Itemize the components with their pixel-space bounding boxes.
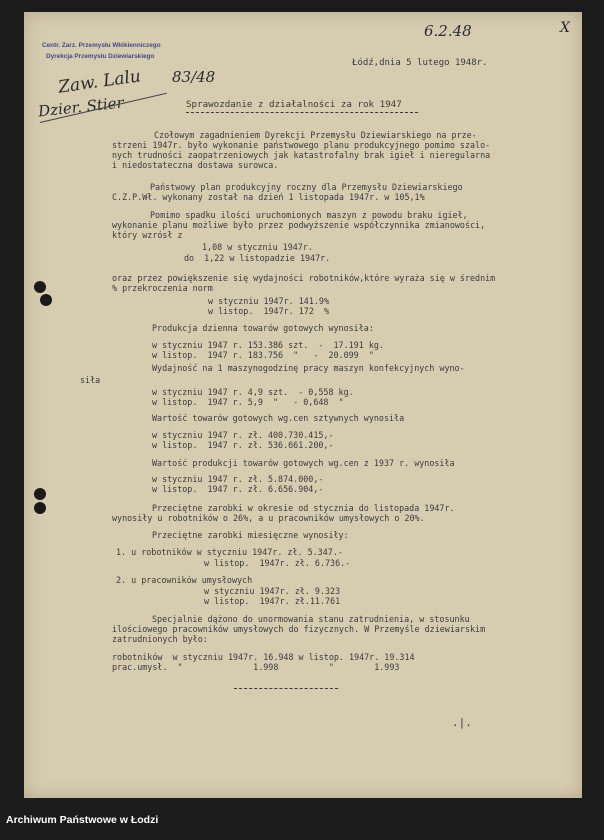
handwritten-initials-2: Dzier. Stier <box>37 93 125 121</box>
text-line: Produkcja dzienna towarów gotowych wynosiła: <box>152 323 374 333</box>
archive-name: Archiwum Państwowe w Łodzi <box>6 814 159 826</box>
text-line: wynosiły u robotników o 26%, a u pracowników umysłowych o 20%. <box>112 513 425 523</box>
register-number: 83/48 <box>172 68 216 86</box>
title-underline <box>186 112 418 113</box>
text-line: nych trudności zaopatrzeniowych jak katastrofalny brak igieł i nieregularna <box>112 150 491 160</box>
text-line: Specjalnie dążono do unormowania stanu zatrudnienia, w stosunku <box>152 614 470 624</box>
document-title: Sprawozdanie z działalności za rok 1947 <box>186 99 402 110</box>
end-mark: .|. <box>452 716 472 729</box>
handwritten-initials-1: Zaw. Lalu <box>57 66 143 98</box>
punch-hole <box>34 281 46 293</box>
text-line: w styczniu 1947r. zł. 9.323 <box>204 586 341 596</box>
text-line: Państwowy plan produkcyjny roczny dla Przemysłu Dziewiarskiego <box>150 182 463 192</box>
text-line: w styczniu 1947r. 141.9% <box>208 296 330 306</box>
text-line: % przekroczenia norm <box>112 283 213 293</box>
text-line: Wartość towarów gotowych wg.cen sztywnych wynosiła <box>152 413 405 423</box>
text-line: w styczniu 1947 r. 153.386 szt. - 17.191 kg. <box>152 340 384 350</box>
text-line: w styczniu 1947 r. zł. 5.874.000,- <box>152 474 324 484</box>
text-line: Przeciętne zarobki w okresie od stycznia do listopada 1947r. <box>152 503 455 513</box>
text-line: strzeni 1947r. było wykonanie państwowego planu produkcyjnego pomimo szalo- <box>112 140 491 150</box>
text-line: w listop. 1947r. zł. 6.736.- <box>204 558 351 568</box>
punch-hole <box>34 488 46 500</box>
text-line: Pomimo spadku ilości uruchomionych maszyn z powodu braku igieł, <box>150 210 468 220</box>
text-line: ilościowego pracowników umysłowych do fizycznych. W Przemyśle dziewiarskim <box>112 624 486 634</box>
text-line: Wartość produkcji towarów gotowych wg.cen z 1937 r. wynosiła <box>152 458 455 468</box>
closing-dashed-rule <box>234 688 338 689</box>
office-stamp-line2: Dyrekcja Przemysłu Dziewiarskiego <box>46 53 155 60</box>
text-line: i niedostateczna dostawa surowca. <box>112 160 279 170</box>
punch-hole <box>34 502 46 514</box>
text-line: który wzrósł z <box>112 230 183 240</box>
text-line: siła <box>80 375 101 385</box>
text-line: prac.umysł. " 1.998 " 1.993 <box>112 662 400 672</box>
text-line: zatrudnionych było: <box>112 634 208 644</box>
text-line: 2. u pracowników umysłowych <box>116 575 253 585</box>
archive-footer <box>0 806 604 840</box>
text-line: C.Z.P.Wł. wykonany został na dzień 1 listopada 1947r. w 105,1% <box>112 192 425 202</box>
punch-hole <box>40 294 52 306</box>
text-line: w styczniu 1947 r. 4,9 szt. - 0,558 kg. <box>152 387 354 397</box>
text-line: robotników w styczniu 1947r. 16.948 w listop. 1947r. 19.314 <box>112 652 415 662</box>
text-line: 1. u robotników w styczniu 1947r. zł. 5.347.- <box>116 547 343 557</box>
text-line: w listop. 1947r. 172 % <box>208 306 330 316</box>
text-line: 1,08 w styczniu 1947r. <box>202 242 313 252</box>
text-line: w listop. 1947r. zł.11.761 <box>204 596 341 606</box>
text-line: w listop. 1947 r. zł. 536.661.200,- <box>152 440 334 450</box>
text-line: Przeciętne zarobki miesięczne wynosiły: <box>152 530 349 540</box>
document-page <box>24 12 582 798</box>
text-line: wykonanie planu możliwe było przez podwyższenie współczynnika zmianowości, <box>112 220 486 230</box>
text-line: w listop. 1947 r. zł. 6.656.904,- <box>152 484 324 494</box>
corner-mark: X <box>560 20 570 36</box>
text-line: Czołowym zagadnieniem Dyrekcji Przemysłu Dziewiarskiego na prze- <box>154 130 477 140</box>
text-line: do 1,22 w listopadzie 1947r. <box>184 253 331 263</box>
text-line: w listop. 1947 r. 5,9 " - 0,648 " <box>152 397 344 407</box>
text-line: w styczniu 1947 r. zł. 400.730.415,- <box>152 430 334 440</box>
text-line: w listop. 1947 r. 183.756 " - 20.099 " <box>152 350 374 360</box>
text-line: Wydajność na 1 maszynogodzinę pracy maszyn konfekcyjnych wyno- <box>152 363 465 373</box>
place-date: Łódź,dnia 5 lutego 1948r. <box>352 58 488 68</box>
archive-number: 6.2.48 <box>424 22 472 40</box>
office-stamp-line1: Centr. Zarz. Przemysłu Włókienniczego <box>42 42 161 49</box>
text-line: oraz przez powiększenie się wydajności robotników,które wyraża się w średnim <box>112 273 496 283</box>
